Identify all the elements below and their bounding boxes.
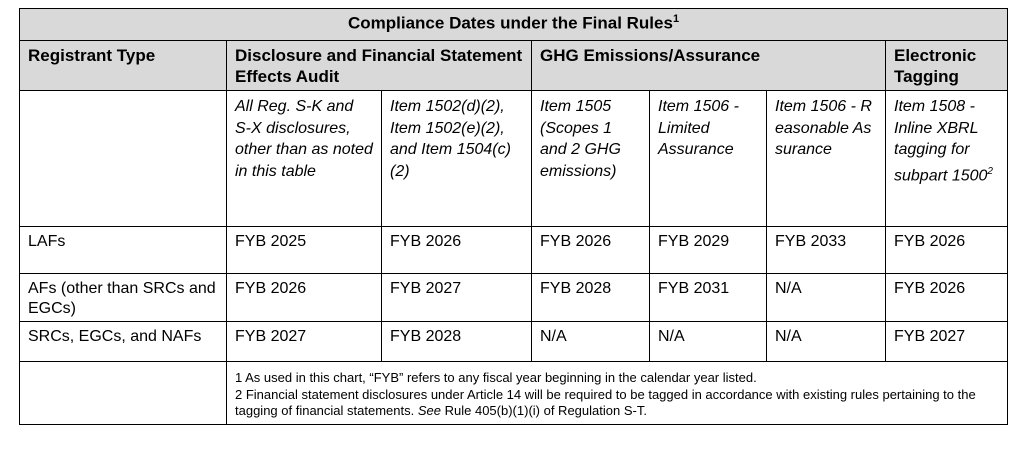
- footnote-1: 1 As used in this chart, “FYB” refers to any fiscal year beginning in the calendar year listed.: [235, 370, 757, 385]
- title-footnote-ref: 1: [672, 13, 680, 25]
- subheader-item-1505: Item 1505 (Scopes 1 and 2 GHG emissions): [532, 91, 650, 227]
- date-cell: FYB 2027: [227, 322, 382, 362]
- subheader-item-1502: Item 1502(d)(2), Item 1502(e)(2), and Item 1504(c)(2): [382, 91, 532, 227]
- table-row: [20, 274, 1008, 322]
- footnotes-empty: [20, 362, 227, 425]
- header-electronic-tagging: Electronic Tagging: [886, 41, 1008, 91]
- title-row: [20, 9, 1008, 41]
- footnotes-row: [20, 362, 1008, 425]
- registrant-type-cell: SRCs, EGCs, and NAFs: [20, 322, 227, 362]
- date-cell: N/A: [767, 274, 886, 322]
- subheader-all-reg-sk-sx: All Reg. S-K and S-X disclosures, other than as noted in this table: [227, 91, 382, 227]
- date-cell: FYB 2026: [532, 227, 650, 274]
- registrant-type-cell: LAFs: [20, 227, 227, 274]
- compliance-dates-table-container: [19, 8, 1008, 425]
- date-cell: FYB 2026: [382, 227, 532, 274]
- date-cell: FYB 2027: [886, 322, 1008, 362]
- compliance-dates-table: [19, 8, 1008, 425]
- registrant-type-cell: AFs (other than SRCs and EGCs): [20, 274, 227, 322]
- date-cell: FYB 2029: [650, 227, 767, 274]
- subheader-row: [20, 91, 1008, 227]
- date-cell: FYB 2028: [532, 274, 650, 322]
- table-title: Compliance Dates under the Final Rules$^1$: [20, 9, 1008, 41]
- date-cell: FYB 2031: [650, 274, 767, 322]
- table-row: [20, 227, 1008, 274]
- subheader-item-1508: Item 1508 - Inline XBRL tagging for subpart 1500$^2$: [886, 91, 1008, 227]
- subheader-item-1506-limited: Item 1506 - Limited Assurance: [650, 91, 767, 227]
- header-row: [20, 41, 1008, 91]
- date-cell: FYB 2025: [227, 227, 382, 274]
- date-cell: FYB 2033: [767, 227, 886, 274]
- date-cell: N/A: [532, 322, 650, 362]
- date-cell: FYB 2026: [886, 227, 1008, 274]
- header-registrant-type: Registrant Type: [20, 41, 227, 91]
- date-cell: N/A: [650, 322, 767, 362]
- header-disclosure-audit: Disclosure and Financial Statement Effects Audit: [227, 41, 532, 91]
- date-cell: FYB 2026: [886, 274, 1008, 322]
- date-cell: FYB 2026: [227, 274, 382, 322]
- date-cell: FYB 2027: [382, 274, 532, 322]
- table-row: [20, 322, 1008, 362]
- subheader-empty: [20, 91, 227, 227]
- subheader-footnote-ref: 2: [987, 165, 993, 177]
- header-ghg-emissions-assurance: GHG Emissions/Assurance: [532, 41, 886, 91]
- date-cell: N/A: [767, 322, 886, 362]
- subheader-item-1506-reasonable: Item 1506 - Reasonable Assurance: [767, 91, 886, 227]
- footnotes-cell: [227, 362, 1008, 425]
- footnote-2: 2 Financial statement disclosures under Article 14 will be required to be tagged in accordance with existing rules pertaining to the tagging of financial statements. See Rule 405(b)(1)(i) of Regulation S-T.: [235, 386, 976, 418]
- date-cell: FYB 2028: [382, 322, 532, 362]
